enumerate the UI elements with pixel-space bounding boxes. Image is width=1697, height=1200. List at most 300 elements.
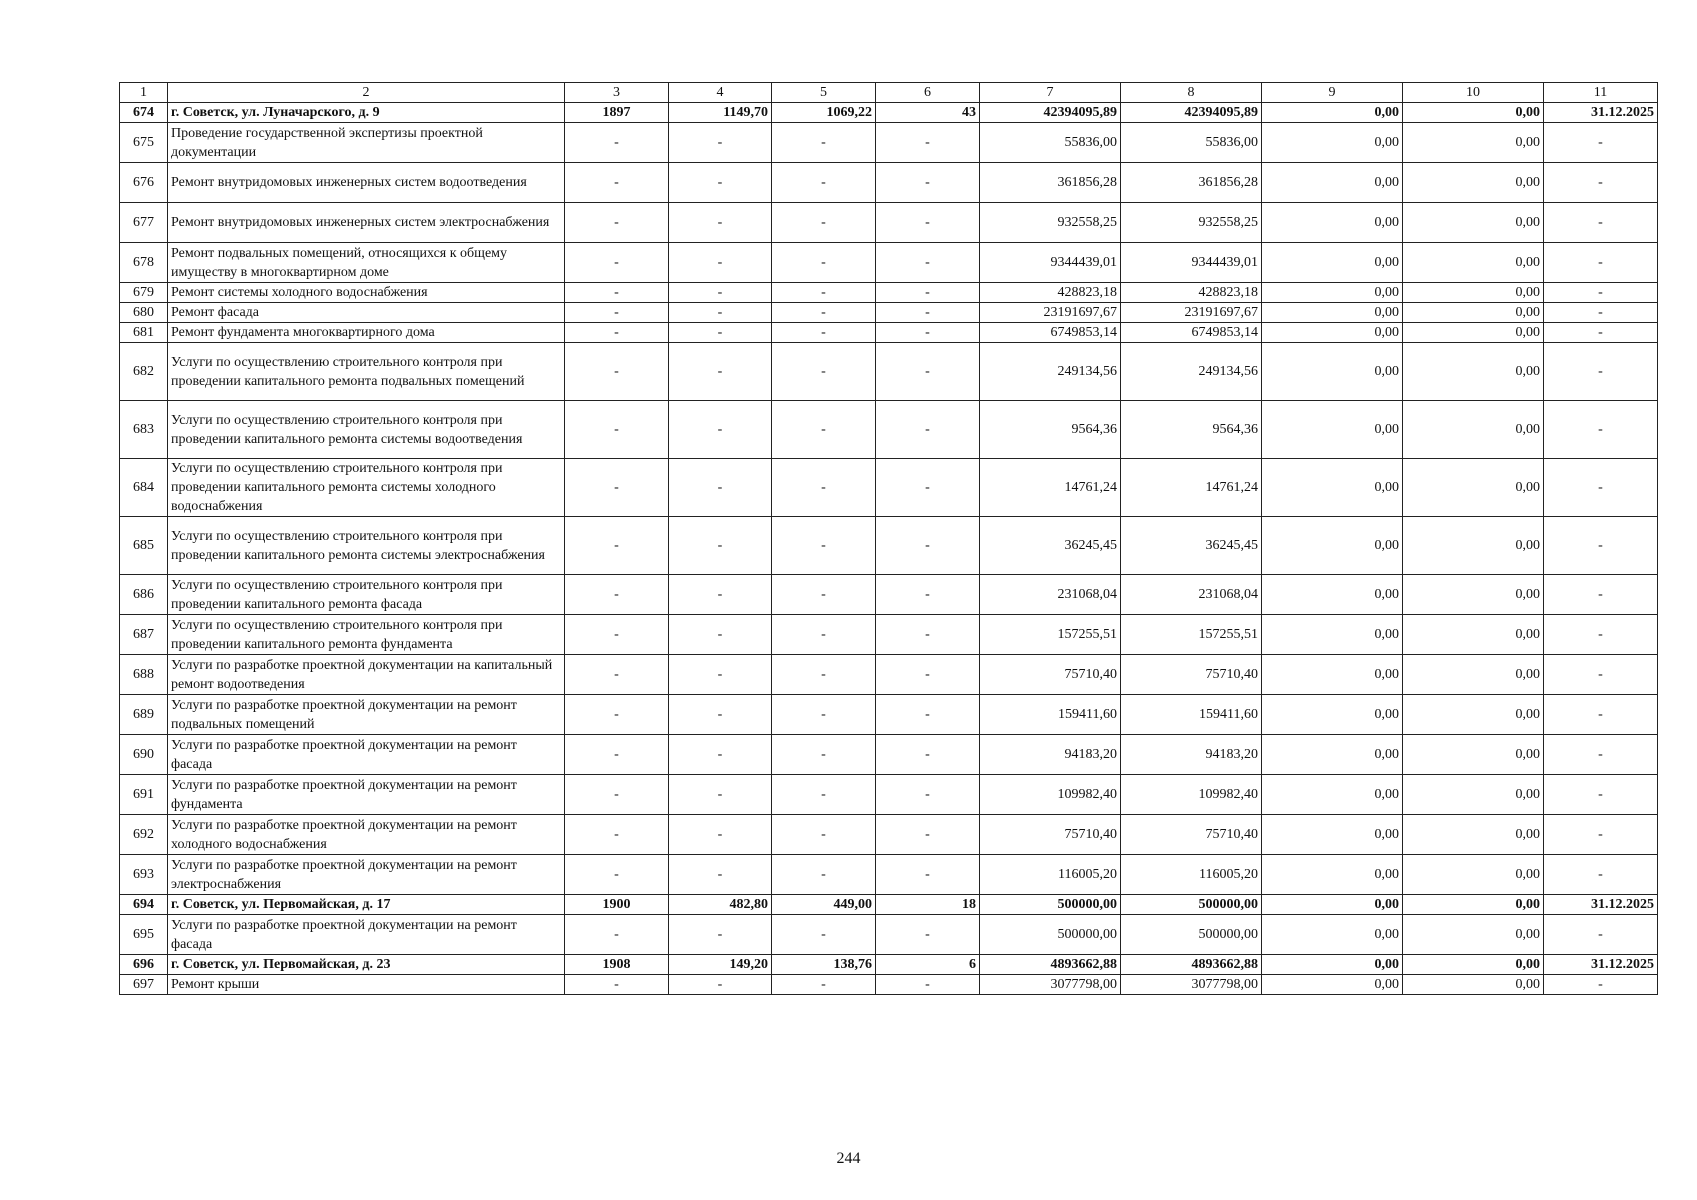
cost-total-cell: 4893662,88: [980, 955, 1121, 975]
row-number-cell: 679: [120, 283, 168, 303]
cost-fund-cell: 157255,51: [1121, 615, 1262, 655]
deadline-cell: -: [1544, 343, 1658, 401]
cost-fund-cell: 159411,60: [1121, 695, 1262, 735]
cost-fund-cell: 42394095,89: [1121, 103, 1262, 123]
cost-budget-cell: 0,00: [1262, 283, 1403, 303]
area-total-cell: -: [669, 735, 772, 775]
area-living-cell: -: [772, 735, 876, 775]
area-total-cell: -: [669, 283, 772, 303]
cost-total-cell: 55836,00: [980, 123, 1121, 163]
residents-cell: -: [876, 735, 980, 775]
residents-cell: -: [876, 343, 980, 401]
cost-owners-cell: 0,00: [1403, 401, 1544, 459]
table-row: [120, 895, 1658, 915]
cost-budget-cell: 0,00: [1262, 343, 1403, 401]
column-number-header: 8: [1121, 83, 1262, 103]
cost-owners-cell: 0,00: [1403, 775, 1544, 815]
item-name-cell: Услуги по осуществлению строительного контроля при проведении капитального ремонта системы электроснабжения: [168, 517, 565, 575]
row-number-cell: 690: [120, 735, 168, 775]
year-cell: 1900: [565, 895, 669, 915]
residents-cell: -: [876, 695, 980, 735]
item-name-cell: Услуги по разработке проектной документации на ремонт подвальных помещений: [168, 695, 565, 735]
row-number-cell: 681: [120, 323, 168, 343]
residents-cell: -: [876, 517, 980, 575]
cost-total-cell: 23191697,67: [980, 303, 1121, 323]
cost-budget-cell: 0,00: [1262, 895, 1403, 915]
residents-cell: -: [876, 401, 980, 459]
year-cell: -: [565, 243, 669, 283]
column-number-header: 2: [168, 83, 565, 103]
cost-owners-cell: 0,00: [1403, 103, 1544, 123]
deadline-cell: 31.12.2025: [1544, 103, 1658, 123]
item-name-cell: г. Советск, ул. Первомайская, д. 23: [168, 955, 565, 975]
table-row: [120, 775, 1658, 815]
year-cell: -: [565, 735, 669, 775]
cost-budget-cell: 0,00: [1262, 975, 1403, 995]
year-cell: -: [565, 163, 669, 203]
row-number-cell: 688: [120, 655, 168, 695]
cost-total-cell: 159411,60: [980, 695, 1121, 735]
cost-budget-cell: 0,00: [1262, 695, 1403, 735]
year-cell: -: [565, 695, 669, 735]
row-number-cell: 697: [120, 975, 168, 995]
area-living-cell: -: [772, 323, 876, 343]
cost-fund-cell: 3077798,00: [1121, 975, 1262, 995]
cost-total-cell: 249134,56: [980, 343, 1121, 401]
cost-total-cell: 9564,36: [980, 401, 1121, 459]
year-cell: -: [565, 915, 669, 955]
column-number-header: 9: [1262, 83, 1403, 103]
cost-budget-cell: 0,00: [1262, 303, 1403, 323]
residents-cell: -: [876, 655, 980, 695]
deadline-cell: -: [1544, 615, 1658, 655]
residents-cell: -: [876, 815, 980, 855]
row-number-cell: 696: [120, 955, 168, 975]
table-row: [120, 303, 1658, 323]
cost-owners-cell: 0,00: [1403, 735, 1544, 775]
cost-fund-cell: 428823,18: [1121, 283, 1262, 303]
area-total-cell: -: [669, 695, 772, 735]
year-cell: -: [565, 343, 669, 401]
item-name-cell: Проведение государственной экспертизы проектной документации: [168, 123, 565, 163]
table-row: [120, 103, 1658, 123]
cost-fund-cell: 6749853,14: [1121, 323, 1262, 343]
area-living-cell: -: [772, 401, 876, 459]
cost-total-cell: 94183,20: [980, 735, 1121, 775]
area-living-cell: -: [772, 975, 876, 995]
item-name-cell: Ремонт системы холодного водоснабжения: [168, 283, 565, 303]
deadline-cell: -: [1544, 517, 1658, 575]
year-cell: -: [565, 575, 669, 615]
cost-owners-cell: 0,00: [1403, 283, 1544, 303]
cost-fund-cell: 9564,36: [1121, 401, 1262, 459]
cost-fund-cell: 55836,00: [1121, 123, 1262, 163]
cost-owners-cell: 0,00: [1403, 303, 1544, 323]
item-name-cell: Ремонт подвальных помещений, относящихся к общему имуществу в многоквартирном доме: [168, 243, 565, 283]
row-number-cell: 683: [120, 401, 168, 459]
table-row: [120, 459, 1658, 517]
cost-budget-cell: 0,00: [1262, 735, 1403, 775]
residents-cell: -: [876, 575, 980, 615]
cost-total-cell: 42394095,89: [980, 103, 1121, 123]
area-living-cell: 138,76: [772, 955, 876, 975]
item-name-cell: Услуги по разработке проектной документации на ремонт фундамента: [168, 775, 565, 815]
cost-owners-cell: 0,00: [1403, 975, 1544, 995]
table-row: [120, 735, 1658, 775]
column-number-header: 6: [876, 83, 980, 103]
deadline-cell: -: [1544, 459, 1658, 517]
cost-budget-cell: 0,00: [1262, 615, 1403, 655]
year-cell: -: [565, 283, 669, 303]
area-living-cell: -: [772, 655, 876, 695]
cost-total-cell: 428823,18: [980, 283, 1121, 303]
cost-fund-cell: 4893662,88: [1121, 955, 1262, 975]
cost-fund-cell: 75710,40: [1121, 655, 1262, 695]
cost-owners-cell: 0,00: [1403, 517, 1544, 575]
area-living-cell: -: [772, 283, 876, 303]
year-cell: -: [565, 123, 669, 163]
cost-owners-cell: 0,00: [1403, 243, 1544, 283]
deadline-cell: -: [1544, 975, 1658, 995]
deadline-cell: -: [1544, 243, 1658, 283]
cost-total-cell: 9344439,01: [980, 243, 1121, 283]
area-total-cell: -: [669, 517, 772, 575]
area-total-cell: -: [669, 303, 772, 323]
residents-cell: -: [876, 775, 980, 815]
row-number-cell: 682: [120, 343, 168, 401]
cost-owners-cell: 0,00: [1403, 695, 1544, 735]
deadline-cell: -: [1544, 203, 1658, 243]
area-total-cell: -: [669, 575, 772, 615]
deadline-cell: -: [1544, 775, 1658, 815]
item-name-cell: г. Советск, ул. Первомайская, д. 17: [168, 895, 565, 915]
area-total-cell: -: [669, 203, 772, 243]
row-number-cell: 692: [120, 815, 168, 855]
area-total-cell: -: [669, 343, 772, 401]
cost-total-cell: 500000,00: [980, 895, 1121, 915]
cost-budget-cell: 0,00: [1262, 401, 1403, 459]
item-name-cell: Ремонт внутридомовых инженерных систем водоотведения: [168, 163, 565, 203]
area-total-cell: -: [669, 615, 772, 655]
cost-fund-cell: 75710,40: [1121, 815, 1262, 855]
cost-fund-cell: 500000,00: [1121, 915, 1262, 955]
capital-repair-table: [119, 82, 1658, 995]
table-row: [120, 575, 1658, 615]
deadline-cell: -: [1544, 695, 1658, 735]
deadline-cell: -: [1544, 915, 1658, 955]
year-cell: -: [565, 775, 669, 815]
area-total-cell: -: [669, 459, 772, 517]
residents-cell: -: [876, 975, 980, 995]
residents-cell: 43: [876, 103, 980, 123]
deadline-cell: -: [1544, 855, 1658, 895]
item-name-cell: Услуги по разработке проектной документации на ремонт фасада: [168, 735, 565, 775]
area-total-cell: 1149,70: [669, 103, 772, 123]
cost-owners-cell: 0,00: [1403, 615, 1544, 655]
cost-total-cell: 3077798,00: [980, 975, 1121, 995]
deadline-cell: -: [1544, 655, 1658, 695]
cost-budget-cell: 0,00: [1262, 203, 1403, 243]
cost-total-cell: 361856,28: [980, 163, 1121, 203]
area-total-cell: -: [669, 655, 772, 695]
table-row: [120, 517, 1658, 575]
row-number-cell: 684: [120, 459, 168, 517]
area-living-cell: -: [772, 815, 876, 855]
cost-fund-cell: 116005,20: [1121, 855, 1262, 895]
area-living-cell: -: [772, 203, 876, 243]
area-living-cell: -: [772, 459, 876, 517]
table-row: [120, 283, 1658, 303]
cost-fund-cell: 231068,04: [1121, 575, 1262, 615]
row-number-cell: 693: [120, 855, 168, 895]
residents-cell: -: [876, 203, 980, 243]
cost-owners-cell: 0,00: [1403, 815, 1544, 855]
item-name-cell: Услуги по осуществлению строительного контроля при проведении капитального ремонта системы холодного водоснабжения: [168, 459, 565, 517]
area-living-cell: -: [772, 243, 876, 283]
table-row: [120, 655, 1658, 695]
cost-fund-cell: 932558,25: [1121, 203, 1262, 243]
row-number-cell: 677: [120, 203, 168, 243]
table-row: [120, 243, 1658, 283]
year-cell: -: [565, 459, 669, 517]
column-number-header: 4: [669, 83, 772, 103]
area-total-cell: -: [669, 775, 772, 815]
residents-cell: -: [876, 855, 980, 895]
column-number-header: 1: [120, 83, 168, 103]
cost-total-cell: 157255,51: [980, 615, 1121, 655]
deadline-cell: -: [1544, 283, 1658, 303]
item-name-cell: Услуги по разработке проектной документации на капитальный ремонт водоотведения: [168, 655, 565, 695]
cost-total-cell: 500000,00: [980, 915, 1121, 955]
area-living-cell: 1069,22: [772, 103, 876, 123]
area-total-cell: -: [669, 401, 772, 459]
cost-budget-cell: 0,00: [1262, 915, 1403, 955]
area-living-cell: 449,00: [772, 895, 876, 915]
year-cell: -: [565, 203, 669, 243]
deadline-cell: -: [1544, 303, 1658, 323]
year-cell: -: [565, 517, 669, 575]
area-living-cell: -: [772, 343, 876, 401]
year-cell: -: [565, 815, 669, 855]
column-number-header-row: [120, 83, 1658, 103]
row-number-cell: 694: [120, 895, 168, 915]
row-number-cell: 674: [120, 103, 168, 123]
area-living-cell: -: [772, 303, 876, 323]
area-total-cell: -: [669, 915, 772, 955]
year-cell: 1897: [565, 103, 669, 123]
cost-total-cell: 75710,40: [980, 815, 1121, 855]
deadline-cell: -: [1544, 735, 1658, 775]
item-name-cell: Ремонт крыши: [168, 975, 565, 995]
cost-fund-cell: 500000,00: [1121, 895, 1262, 915]
area-living-cell: -: [772, 163, 876, 203]
residents-cell: -: [876, 123, 980, 163]
table-row: [120, 815, 1658, 855]
cost-owners-cell: 0,00: [1403, 459, 1544, 517]
row-number-cell: 680: [120, 303, 168, 323]
area-total-cell: -: [669, 815, 772, 855]
row-number-cell: 687: [120, 615, 168, 655]
deadline-cell: -: [1544, 323, 1658, 343]
cost-budget-cell: 0,00: [1262, 855, 1403, 895]
cost-owners-cell: 0,00: [1403, 163, 1544, 203]
residents-cell: -: [876, 615, 980, 655]
column-number-header: 7: [980, 83, 1121, 103]
row-number-cell: 686: [120, 575, 168, 615]
cost-budget-cell: 0,00: [1262, 655, 1403, 695]
cost-budget-cell: 0,00: [1262, 955, 1403, 975]
table-row: [120, 615, 1658, 655]
cost-fund-cell: 109982,40: [1121, 775, 1262, 815]
area-living-cell: -: [772, 123, 876, 163]
row-number-cell: 678: [120, 243, 168, 283]
cost-owners-cell: 0,00: [1403, 895, 1544, 915]
item-name-cell: Ремонт фундамента многоквартирного дома: [168, 323, 565, 343]
column-number-header: 5: [772, 83, 876, 103]
cost-fund-cell: 14761,24: [1121, 459, 1262, 517]
cost-fund-cell: 36245,45: [1121, 517, 1262, 575]
item-name-cell: Услуги по осуществлению строительного контроля при проведении капитального ремонта системы водоотведения: [168, 401, 565, 459]
area-total-cell: -: [669, 323, 772, 343]
year-cell: -: [565, 615, 669, 655]
residents-cell: -: [876, 303, 980, 323]
year-cell: -: [565, 855, 669, 895]
deadline-cell: -: [1544, 123, 1658, 163]
residents-cell: -: [876, 323, 980, 343]
row-number-cell: 685: [120, 517, 168, 575]
page-number: 244: [836, 1150, 861, 1167]
deadline-cell: 31.12.2025: [1544, 955, 1658, 975]
area-total-cell: -: [669, 123, 772, 163]
table-body: [120, 83, 1658, 995]
cost-owners-cell: 0,00: [1403, 955, 1544, 975]
cost-owners-cell: 0,00: [1403, 203, 1544, 243]
area-total-cell: -: [669, 243, 772, 283]
residents-cell: -: [876, 283, 980, 303]
deadline-cell: -: [1544, 401, 1658, 459]
deadline-cell: -: [1544, 163, 1658, 203]
cost-total-cell: 116005,20: [980, 855, 1121, 895]
table-row: [120, 323, 1658, 343]
year-cell: 1908: [565, 955, 669, 975]
cost-budget-cell: 0,00: [1262, 323, 1403, 343]
cost-fund-cell: 361856,28: [1121, 163, 1262, 203]
residents-cell: -: [876, 243, 980, 283]
table-row: [120, 401, 1658, 459]
cost-fund-cell: 9344439,01: [1121, 243, 1262, 283]
cost-budget-cell: 0,00: [1262, 517, 1403, 575]
cost-budget-cell: 0,00: [1262, 575, 1403, 615]
row-number-cell: 691: [120, 775, 168, 815]
area-living-cell: -: [772, 855, 876, 895]
cost-total-cell: 932558,25: [980, 203, 1121, 243]
deadline-cell: -: [1544, 575, 1658, 615]
area-living-cell: -: [772, 575, 876, 615]
cost-fund-cell: 23191697,67: [1121, 303, 1262, 323]
cost-budget-cell: 0,00: [1262, 163, 1403, 203]
row-number-cell: 689: [120, 695, 168, 735]
column-number-header: 11: [1544, 83, 1658, 103]
cost-total-cell: 75710,40: [980, 655, 1121, 695]
residents-cell: -: [876, 163, 980, 203]
table-row: [120, 163, 1658, 203]
capital-repair-table-container: [119, 82, 1658, 995]
item-name-cell: Услуги по осуществлению строительного контроля при проведении капитального ремонта подвальных помещений: [168, 343, 565, 401]
item-name-cell: Ремонт внутридомовых инженерных систем электроснабжения: [168, 203, 565, 243]
cost-budget-cell: 0,00: [1262, 243, 1403, 283]
row-number-cell: 695: [120, 915, 168, 955]
year-cell: -: [565, 303, 669, 323]
table-row: [120, 695, 1658, 735]
year-cell: -: [565, 975, 669, 995]
area-total-cell: 149,20: [669, 955, 772, 975]
area-total-cell: -: [669, 855, 772, 895]
column-number-header: 3: [565, 83, 669, 103]
cost-budget-cell: 0,00: [1262, 103, 1403, 123]
cost-budget-cell: 0,00: [1262, 775, 1403, 815]
cost-fund-cell: 94183,20: [1121, 735, 1262, 775]
row-number-cell: 676: [120, 163, 168, 203]
cost-fund-cell: 249134,56: [1121, 343, 1262, 401]
item-name-cell: Услуги по осуществлению строительного контроля при проведении капитального ремонта фундамента: [168, 615, 565, 655]
year-cell: -: [565, 655, 669, 695]
item-name-cell: Услуги по разработке проектной документации на ремонт холодного водоснабжения: [168, 815, 565, 855]
residents-cell: -: [876, 459, 980, 517]
cost-owners-cell: 0,00: [1403, 915, 1544, 955]
area-living-cell: -: [772, 695, 876, 735]
item-name-cell: Услуги по разработке проектной документации на ремонт электроснабжения: [168, 855, 565, 895]
area-total-cell: 482,80: [669, 895, 772, 915]
table-row: [120, 123, 1658, 163]
item-name-cell: Ремонт фасада: [168, 303, 565, 323]
residents-cell: -: [876, 915, 980, 955]
cost-total-cell: 36245,45: [980, 517, 1121, 575]
area-living-cell: -: [772, 775, 876, 815]
table-row: [120, 975, 1658, 995]
year-cell: -: [565, 401, 669, 459]
table-row: [120, 915, 1658, 955]
cost-owners-cell: 0,00: [1403, 323, 1544, 343]
column-number-header: 10: [1403, 83, 1544, 103]
table-row: [120, 203, 1658, 243]
row-number-cell: 675: [120, 123, 168, 163]
cost-total-cell: 109982,40: [980, 775, 1121, 815]
cost-total-cell: 14761,24: [980, 459, 1121, 517]
cost-owners-cell: 0,00: [1403, 855, 1544, 895]
item-name-cell: г. Советск, ул. Луначарского, д. 9: [168, 103, 565, 123]
area-living-cell: -: [772, 615, 876, 655]
table-row: [120, 343, 1658, 401]
table-row: [120, 955, 1658, 975]
cost-budget-cell: 0,00: [1262, 123, 1403, 163]
area-living-cell: -: [772, 915, 876, 955]
cost-owners-cell: 0,00: [1403, 343, 1544, 401]
residents-cell: 18: [876, 895, 980, 915]
cost-owners-cell: 0,00: [1403, 655, 1544, 695]
residents-cell: 6: [876, 955, 980, 975]
table-row: [120, 855, 1658, 895]
cost-total-cell: 231068,04: [980, 575, 1121, 615]
area-total-cell: -: [669, 975, 772, 995]
cost-budget-cell: 0,00: [1262, 459, 1403, 517]
cost-owners-cell: 0,00: [1403, 575, 1544, 615]
deadline-cell: -: [1544, 815, 1658, 855]
cost-total-cell: 6749853,14: [980, 323, 1121, 343]
year-cell: -: [565, 323, 669, 343]
area-total-cell: -: [669, 163, 772, 203]
item-name-cell: Услуги по разработке проектной документации на ремонт фасада: [168, 915, 565, 955]
item-name-cell: Услуги по осуществлению строительного контроля при проведении капитального ремонта фасада: [168, 575, 565, 615]
